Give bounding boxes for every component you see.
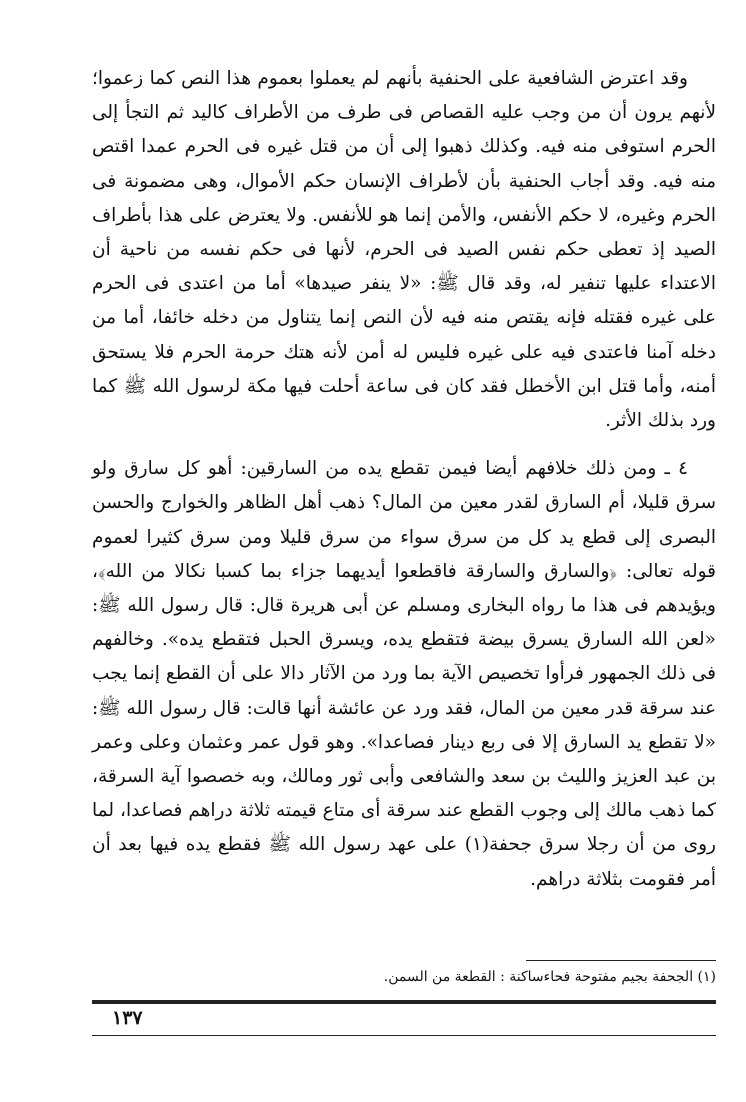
page-footer-rule-thick [92,1000,716,1004]
footnote-divider [526,960,716,961]
paragraph-text: وقد اعترض الشافعية على الحنفية بأنهم لم يعملوا بعموم هذا النص كما زعموا؛ لأنهم يرون أن من وجب عليه القصاص فى طرف من الأطراف كاليد ثم التجأ إلى الحرم استوفى منه فيه. وكذلك ذهبوا إلى أن من قتل غيره فى الحرم عمدا اقتص منه فيه. وقد أجاب الحنفية بأن لأطراف الإنسان حكم الأموال، وهى مضمونة فى الحرم وغيره، لا حكم الأنفس، والأمن إنما هو للأنفس. ولا يعترض على هذا بأطراف الصيد إذ تعطى حكم نفس الصيد فى الحرم، لأنها فى حكم نفسه من ناحية أن الاعتداء عليها تنفير له، وقد قال ﷺ: «لا ينفر صيدها» أما من اعتدى فى الحرم على غيره فقتله فإنه يقتص منه فيه لأن النص إنما يتناول من دخله خائفا، أما من دخله آمنا فاعتدى فيه على غيره فليس له أمن لأنه هتك حرمة الحرم فلا يستحق أمنه، وأما قتل ابن الأخطل فقد كان فى ساعة أحلت فيها مكة لرسول الله ﷺ كما ورد بذلك الأثر. [92,68,716,432]
paragraph-text: ٤ ـ ومن ذلك خلافهم أيضا فيمن تقطع يده من السارقين: أهو كل سارق ولو سرق قليلا، أم السارق لقدر معين من المال؟ ذهب أهل الظاهر والخوارج والحسن البصرى إلى قطع يد كل من سرق سواء من سرق قليلا ومن سرق كثيرا لعموم قوله تعالى: ﴿والسارق والسارقة فاقطعوا أيديهما جزاء بما كسبا نكالا من الله﴾، ويؤيدهم فى هذا ما رواه البخارى ومسلم عن أبى هريرة قال: قال رسول الله ﷺ: «لعن الله السارق يسرق بيضة فتقطع يده، ويسرق الحبل فتقطع يده». وخالفهم فى ذلك الجمهور فرأوا تخصيص الآية بما ورد من الآثار دالا على أن القطع إنما يجب عند سرقة قدر معين من المال، فقد ورد عن عائشة أنها قالت: قال رسول الله ﷺ: «لا تقطع يد السارق إلا فى ربع دينار فصاعدا». وهو قول عمر وعثمان وعلى وعمر بن عبد العزيز والليث بن سعد والشافعى وأبى ثور ومالك، وبه خصصوا آية السرقة، كما ذهب مالك إلى وجوب القطع عند سرقة أى متاع قيمته ثلاثة دراهم فصاعدا، لما روى من أن رجلا سرق جحفة(١) على عهد رسول الله ﷺ فقطع يده فيها بعد أن أمر فقومت بثلاثة دراهم. [92,458,716,890]
page-body [92,62,716,1029]
footnote: (١) الجحفة بجيم مفتوحة فحاءساكنة : القطعة من السمن. [383,969,716,985]
page-number: ١٣٧ [112,1007,143,1029]
paragraph-shafii-objection [92,62,716,438]
paragraph-theft-disagreement [92,452,716,897]
page-footer-rule-thin [92,1035,716,1036]
